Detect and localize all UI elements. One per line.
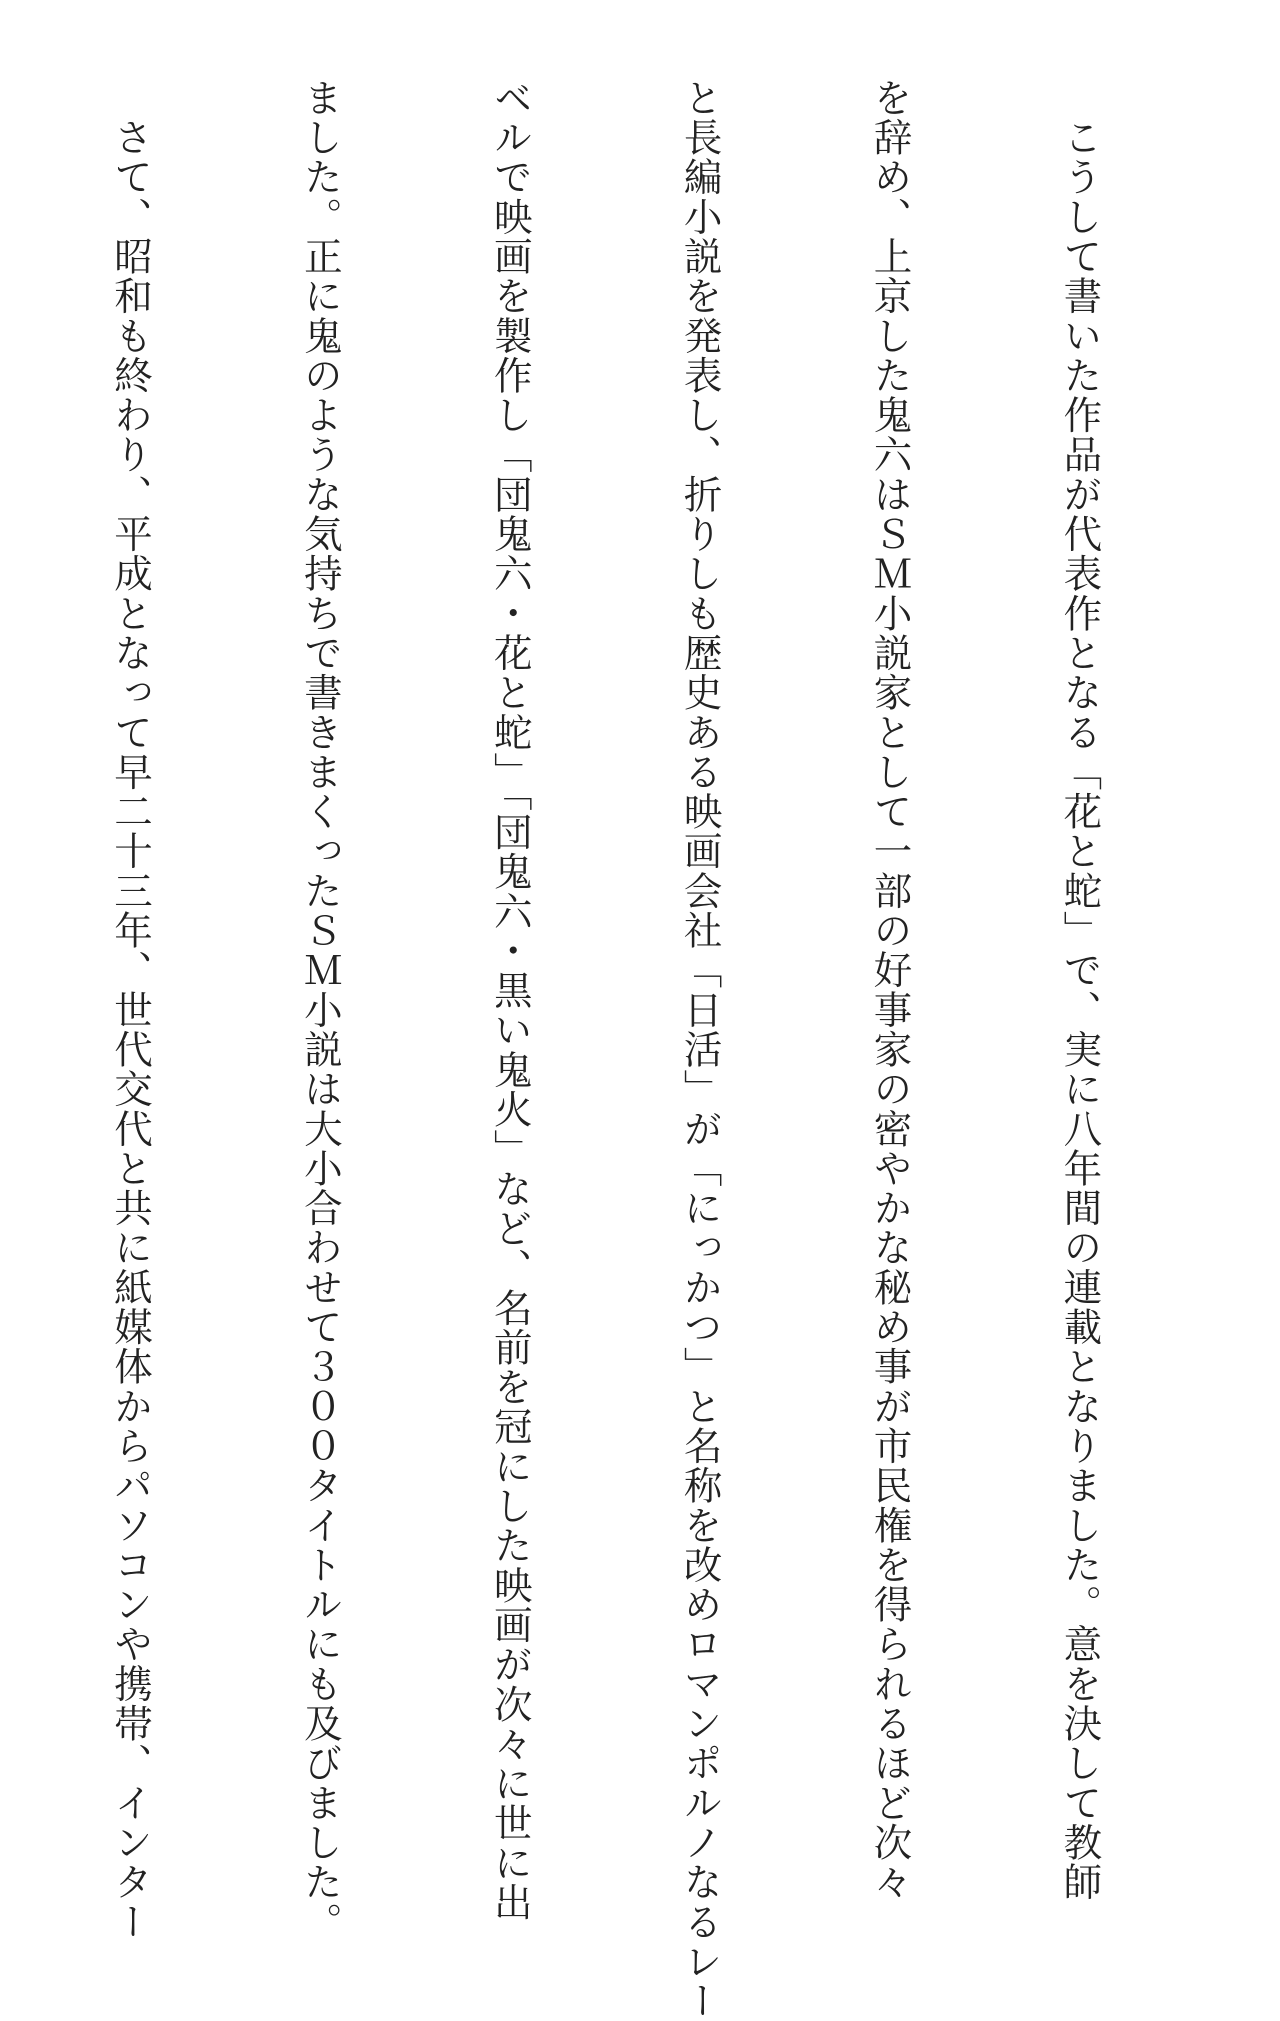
text-line: さて、昭和も終わり、平成となって早二十三年、世代交代と共に紙媒体からパソコンや携帯、インター [107, 78, 153, 1942]
text-line: を辞め、上京した鬼六はＳＭ小説家として一部の好事家の密やかな秘め事が市民権を得られるほど次々 [867, 78, 913, 1902]
text-line: ベルで映画を製作し「団鬼六・花と蛇」「団鬼六・黒い鬼火」など、名前を冠にした映画が次々に世に出 [487, 78, 533, 1923]
text-line: と長編小説を発表し、折りしも歴史ある映画会社「日活」が「にっかつ」と名称を改めロマンポルノなるレー [677, 78, 723, 2021]
text-line: こうして書いた作品が代表作となる「花と蛇」で、実に八年間の連載となりました。意を決して教師 [1057, 78, 1103, 1902]
text-line: ました。正に鬼のような気持ちで書きまくったＳＭ小説は大小合わせて３００タイトルにも及びました。 [297, 78, 343, 1942]
vertical-text-body [0, 78, 1238, 2021]
